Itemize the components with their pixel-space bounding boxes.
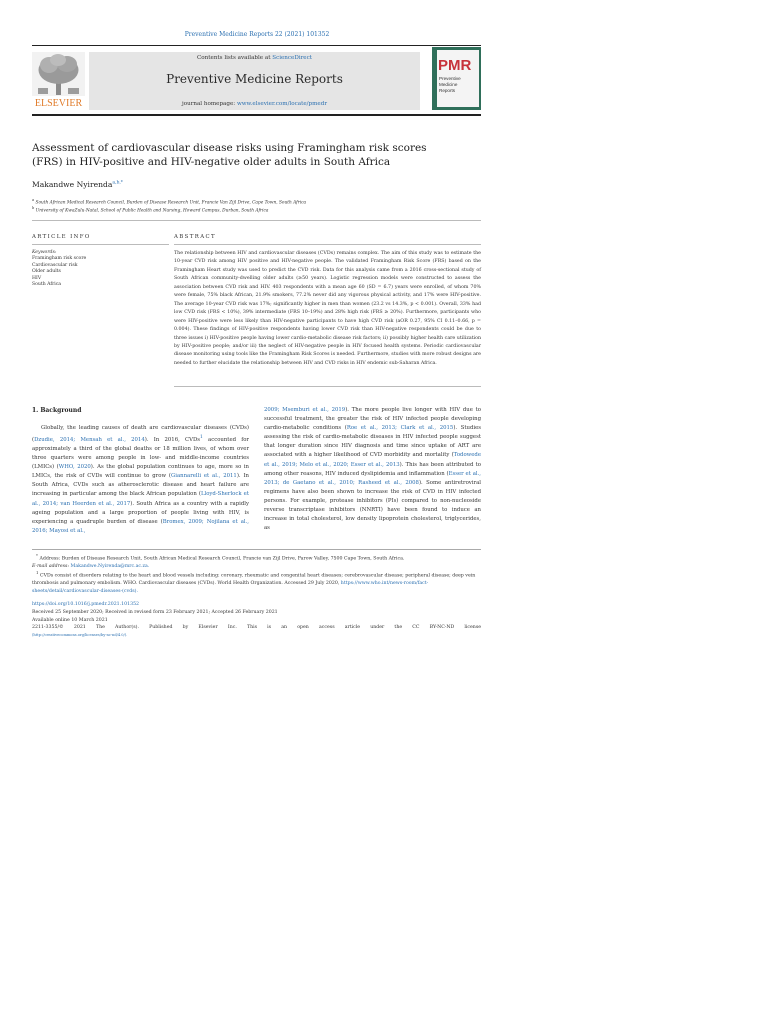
email-label: E-mail address: (32, 564, 70, 570)
citation-link[interactable]: Giannarelli et al., 2011 (170, 473, 237, 480)
affiliation-text: University of KwaZulu-Natal, School of Public Health and Nursing, Howard Campus, Durban, South Africa (35, 208, 269, 214)
homepage-prefix: journal homepage: (181, 101, 236, 107)
body-text: Globally, the leading causes of death are cardiovascular diseases (CVDs) ( (32, 425, 249, 443)
affiliation-marker: b (32, 206, 35, 210)
contents-line (89, 55, 420, 61)
affiliation-a (32, 198, 306, 205)
keyword: HIV (32, 275, 42, 281)
sciencedirect-link[interactable]: ScienceDirect (272, 55, 312, 61)
body-column-right (264, 406, 481, 533)
footnote-1 (32, 569, 481, 596)
citation-link[interactable]: Lloyd-Sherlock et al., 2014; van Heerden et al., 2017 (32, 491, 249, 507)
footnote-marker: * (36, 553, 38, 558)
header-rule (32, 45, 481, 46)
body-text: ). The more people live longer with HIV due to successful treatment, the greater the risk of HIV infected people developing cardio-metabolic conditions ( (264, 407, 481, 432)
section-heading-background: 1. Background (32, 407, 82, 414)
footnote-marker: 1 (36, 570, 39, 575)
elsevier-tree-icon (32, 52, 85, 110)
license-statement: 2211-3355/© 2021 The Author(s). Published by Elsevier Inc. This is an open access article under the CC BY-NC-ND license (32, 625, 481, 630)
body-text: ). As the global population continues to age, more so in LMICs, the risk of CVDs will continue to grow ( (32, 464, 250, 480)
citation-link[interactable]: Todowede et al., 2019; Melo et al., 2020; Esser et al., 2013 (264, 452, 481, 468)
footnote-ref[interactable]: 1 (199, 435, 203, 441)
body-text: ). South Africa as a country with a rapidly ageing population and a large proportion of people living with HIV, is experiencing a quadruple burden of disease ( (32, 500, 249, 525)
divider (32, 244, 169, 245)
divider (32, 220, 481, 221)
cover-letters: PMR (438, 57, 472, 74)
journal-cover-thumbnail (432, 47, 481, 110)
body-text: ). In 2016, CVDs (144, 436, 200, 443)
abstract-text: The relationship between HIV and cardiovascular diseases (CVDs) remains complex. The aim of this study was to estimate the 10-year CVD risk among HIV positive and HIV-negative people. The validated Framingham Risk Score (FRS) based on the Framingham Heart study was used to predict the CVD risk. Data for this analysis came from a 2016 cross-sectional study of South African community-dwelling older adults (≥50 years). Logistic regression models were constructed to assess the association between CVD risk and HIV. 403 respondents with a mean age 60 (SD = 6.7) years were enrolled, of whom 70% were female, 75% black African, 21.9% smokers, 77.2% never did any vigorous physical activity, and 17% were HIV-positive. The average 10-year CVD risk was 17%; significantly higher in men than women (23.2 vs 14.3%, p < 0.001). Overall, 33% had low CVD risk (FRS < 10%), 39% intermediate (FRS 10–19%) and 28% high risk (FRS ≥ 20%). Furthermore, participants who were HIV-positive were less likely than HIV-negative participants to have high CVD risk (aOR 0.27, 95% CI 0.11–0.66, p = 0.004). These findings of HIV-positive respondents having lower CVD risk than HIV-negative respondents could be due to three issues i) HIV-positive people having lower cardio-metabolic disease risk factors; ii) possibly higher health care utilization by HIV-positive people; and/or iii) the neglect of HIV-negative people in HIV focused health systems. Periodic cardiovascular disease monitoring using tools like the Framingham Risk Scores is needed. Furthermore, studies with more robust designs are needed to further elucidate the relationship between HIV and CVD risks in HIV endemic sub-Saharan Africa. (174, 251, 481, 366)
citation-link[interactable]: Dzudie, 2014; Mensah et al., 2014 (34, 436, 145, 443)
who-link[interactable]: https://www.who.int/news-room/fact-sheets/detail/cardiovascular-diseases-(cvds). (32, 581, 429, 594)
affiliation-marker: a (32, 198, 35, 202)
cover-line-2: Medicine (439, 82, 458, 87)
citation-link[interactable]: Esser et al., 2013; de Gaetano et al., 2010; Rasheed et al., 2008 (264, 470, 481, 486)
affiliation-b (32, 206, 268, 213)
body-column-left (32, 424, 249, 536)
keyword: Older adults (32, 269, 61, 275)
publisher-wordmark: ELSEVIER (34, 98, 83, 109)
body-text: ). Some antiretroviral regimens have also been shown to increase the risk of CVD in HIV infected persons. For example, protease inhibitors (PIs) compared to non-nucleoside reverse transcriptase inhibitors (NNRTI) have been found to induce an increase in total cholesterol, low density lipoprotein cholesterol, triglycerides, as (264, 479, 481, 532)
divider (174, 386, 481, 387)
keyword: Cardiovascular risk (32, 262, 78, 268)
license-link[interactable]: (http://creativecommons.org/licenses/by-nc-nd/4.0/). (32, 633, 128, 637)
article-info-heading: ARTICLE INFO (32, 234, 91, 240)
journal-title: Preventive Medicine Reports (166, 72, 343, 86)
body-text: ). Studies assessing the risk of cardio-metabolic diseases in HIV infected people suggest that longer duration since HIV diagnosis and time since uptake of ART are associated with a higher likelihood of CVD morbidity and mortality ( (264, 425, 481, 459)
available-online: Available online 10 March 2021 (32, 618, 108, 623)
author-affiliation-markers[interactable]: a,b,* (112, 180, 124, 186)
author-name[interactable]: Makandwe Nyirenda (32, 180, 113, 189)
cover-graphic (432, 47, 481, 110)
affiliation-text: South African Medical Research Council, Burden of Disease Research Unit, Francie Van Zijl Drive, Cape Town, South Africa (35, 200, 307, 206)
citation-link[interactable]: Bromex, 2009; Nojilana et al., 2016; Mayosi et al., (32, 518, 249, 534)
abstract-heading: ABSTRACT (174, 234, 217, 240)
divider (174, 244, 481, 245)
homepage-link[interactable]: www.elsevier.com/locate/pmedr (236, 101, 327, 107)
body-text: ). This has been attributed to among other reasons, HIV induced dyslipidemia and inflammation ( (264, 461, 481, 477)
citation-link[interactable]: WHO, 2020 (58, 464, 91, 471)
doi-link[interactable]: https://doi.org/10.1016/j.pmedr.2021.101352 (32, 602, 140, 607)
keywords-block (32, 250, 86, 288)
corresponding-address: Address: Burden of Disease Research Unit, South African Medical Research Council, Francie van Zijl Drive, Parow Valley, 7500 Cape Town, South Africa. (39, 556, 405, 562)
footnote-text: CVDs consist of disorders relating to the heart and blood vessels including: coronary, rheumatic and congenital heart diseases; cerebrovascular disease; peripheral disease; deep vein thrombosis and pulmonary embolism. WHO. Cardiovascular diseases (CVDs). World Health Organization. Accessed 29 July 2020, (32, 573, 476, 587)
journal-reference[interactable]: Preventive Medicine Reports 22 (2021) 101352 (184, 31, 330, 38)
keyword: South Africa (32, 282, 62, 288)
contents-prefix: Contents lists available at (197, 55, 271, 61)
citation-link[interactable]: 2009; Msemburi et al., 2019 (264, 407, 346, 413)
homepage-line (89, 101, 420, 107)
cover-line-3: Reports (439, 88, 456, 93)
elsevier-logo (32, 52, 85, 110)
author-line (32, 180, 123, 189)
article-title: Assessment of cardiovascular disease risks using Framingham risk scores (FRS) in HIV-positive and HIV-negative older adults in South Africa (32, 142, 427, 168)
footnote-divider (32, 549, 481, 550)
header-bottom-rule (32, 114, 481, 116)
cover-line-1: Preventive (439, 76, 461, 81)
body-text: ). In South Africa, CVDs such as atherosclerotic disease and heart failure are increasing in particular among the black African population ( (32, 473, 249, 498)
keyword: Framingham risk score (32, 256, 87, 262)
keywords-label: Keywords: (32, 250, 57, 255)
email-link[interactable]: Makandwe.Nyirenda@mrc.ac.za. (70, 564, 150, 570)
body-text: accounted for approximately a third of the global deaths or 18 million lives, of whom over three quarters were among people in low- and middle-income countries (LMICs) ( (32, 436, 249, 471)
citation-link[interactable]: Roe et al., 2013; Clark et al., 2015 (346, 425, 454, 432)
received-dates: Received 25 September 2020; Received in revised form 23 February 2021; Accepted 26 February 2021 (32, 610, 278, 615)
